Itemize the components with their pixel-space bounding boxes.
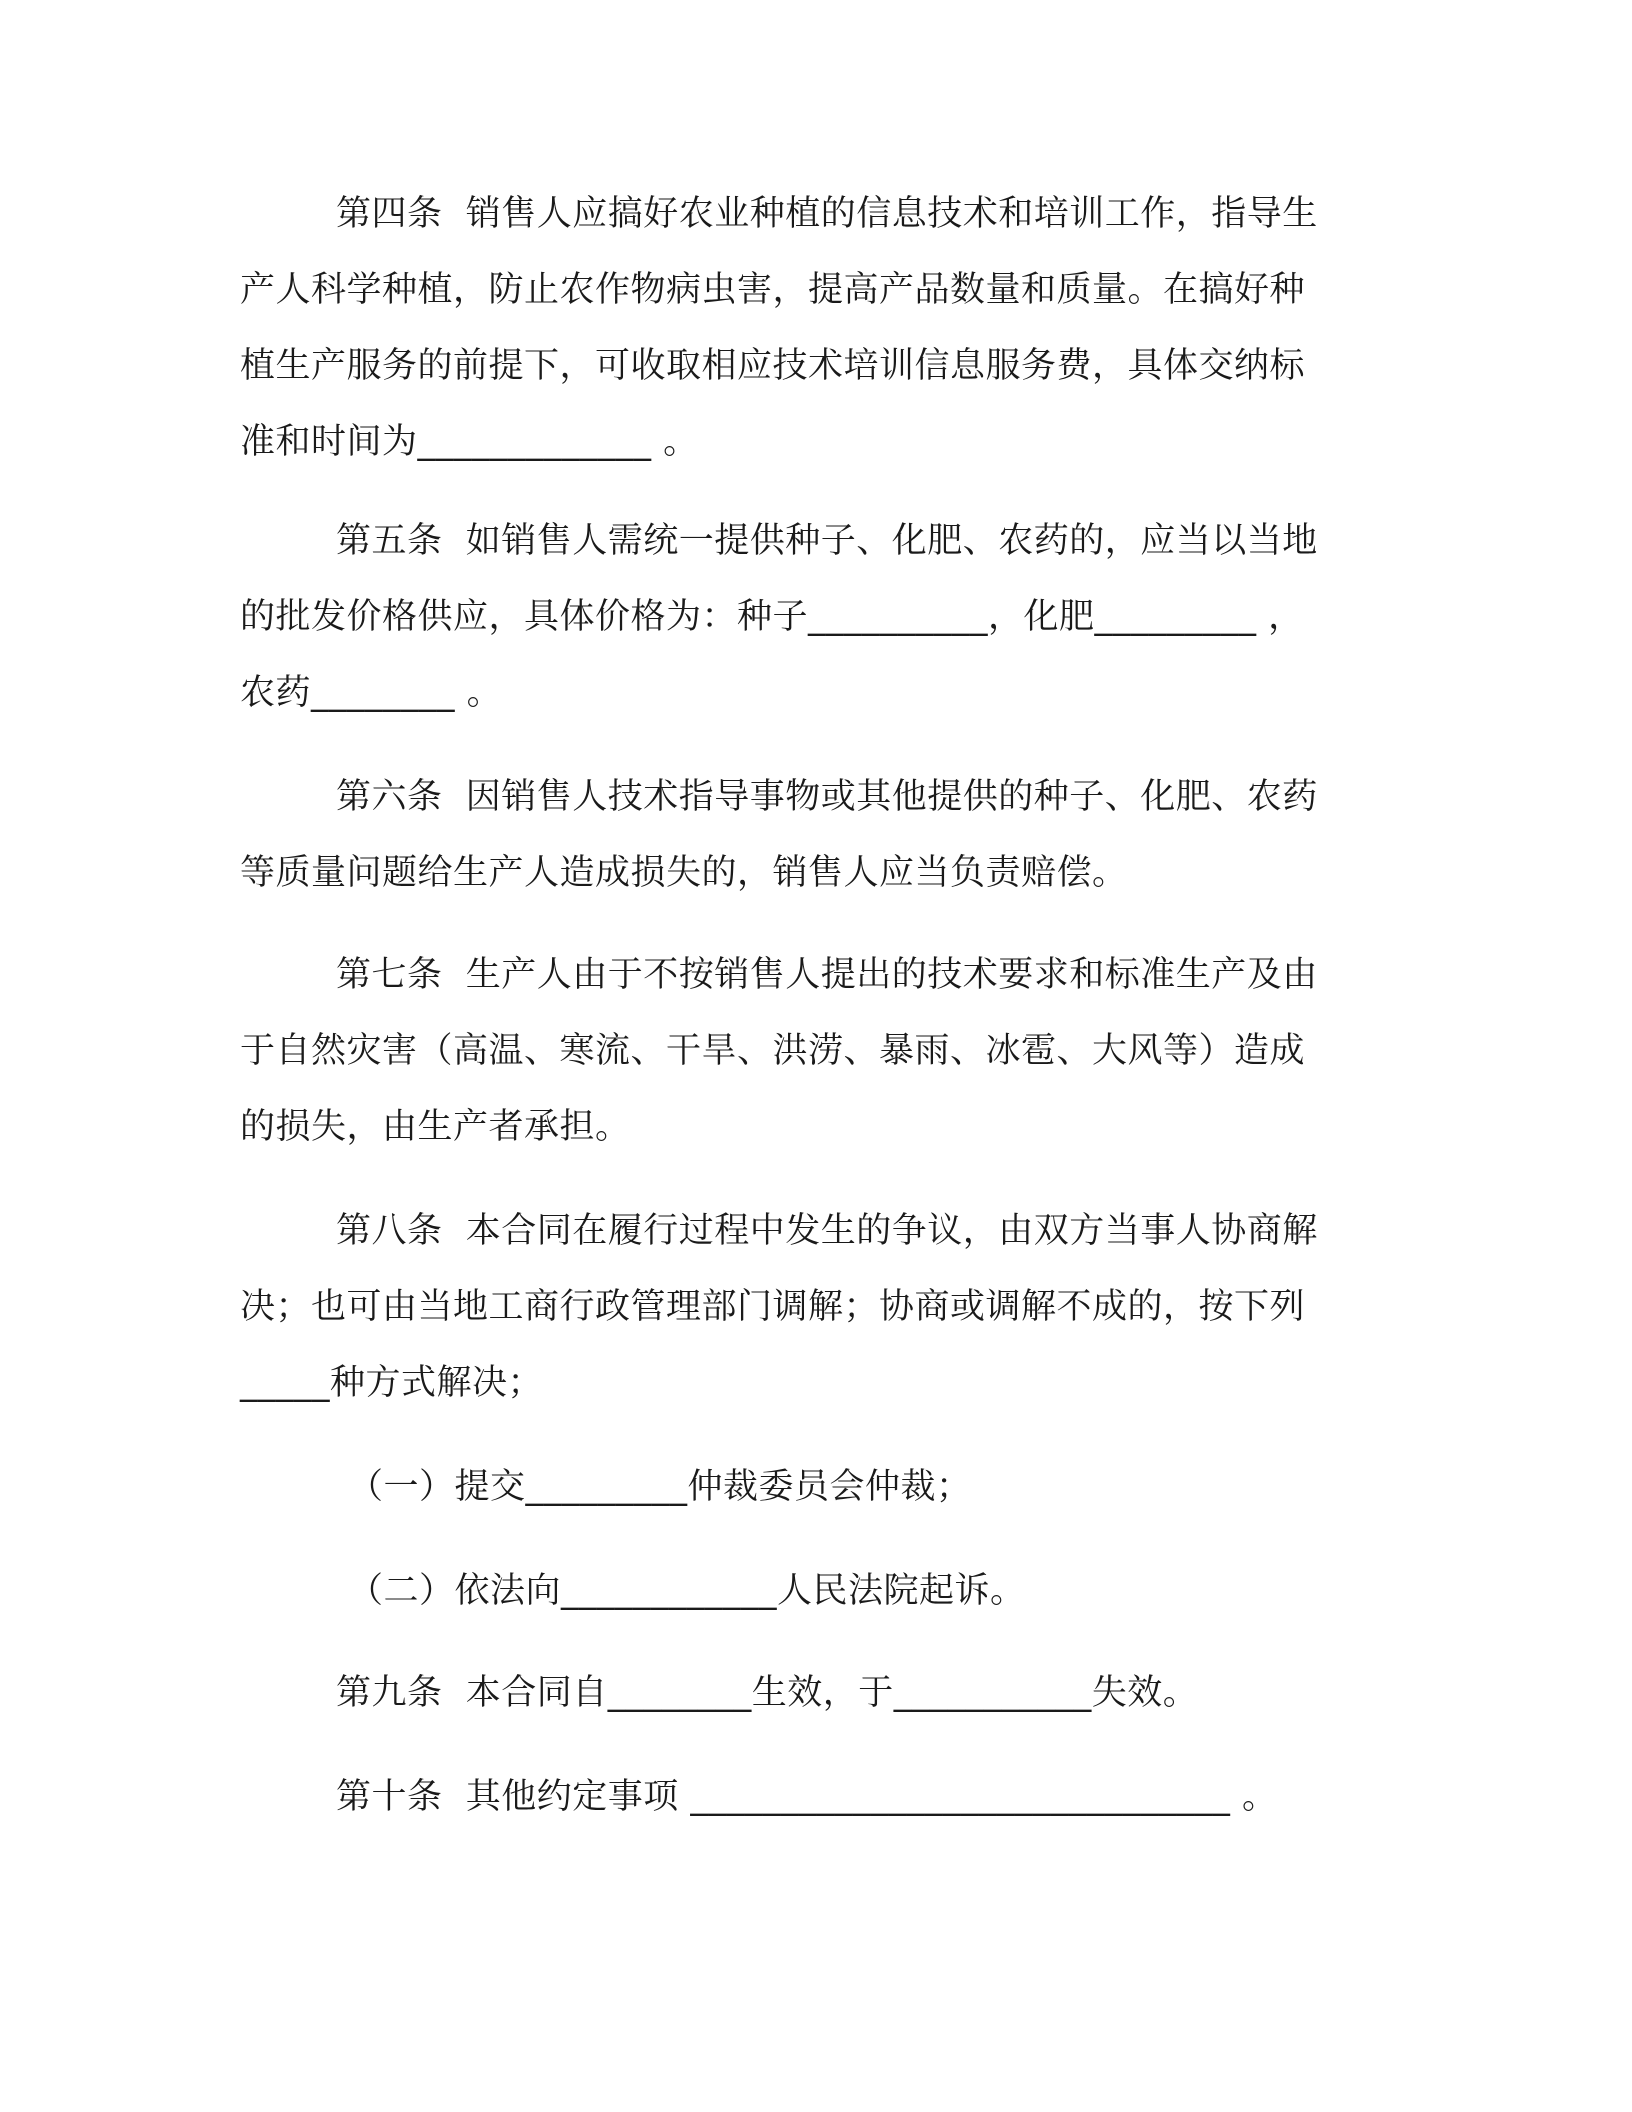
article-4-line-2: 产人科学种植，防止农作物病虫害，提高产品数量和质量。在搞好种 <box>240 270 1306 310</box>
article-4-line-1: 第四条 销售人应搞好农业种植的信息技术和培训工作，指导生 <box>336 194 1318 234</box>
article-8-line-2: 决；也可由当地工商行政管理部门调解；协商或调解不成的，按下列 <box>240 1287 1306 1327</box>
article-6-line-2: 等质量问题给生产人造成损失的，销售人应当负责赔偿。 <box>240 853 1128 893</box>
article-4-line-3: 植生产服务的前提下，可收取相应技术培训信息服务费，具体交纳标 <box>240 346 1306 386</box>
article-4-line-4: 准和时间为_____________ 。 <box>240 422 699 462</box>
article-5-line-3: 农药________ 。 <box>240 673 503 713</box>
article-8-line-1: 第八条 本合同在履行过程中发生的争议，由双方当事人协商解 <box>336 1211 1318 1251</box>
article-9-line-1: 第九条 本合同自________生效，于___________失效。 <box>336 1673 1199 1713</box>
article-7-line-2: 于自然灾害（高温、寒流、干旱、洪涝、暴雨、冰雹、大风等）造成 <box>240 1031 1306 1071</box>
article-10-line-1: 第十条 其他约定事项 ______________________________ 。 <box>336 1777 1278 1817</box>
article-8-option-1: （一）提交_________仲裁委员会仲裁； <box>348 1467 972 1507</box>
article-8-line-3: _____种方式解决； <box>240 1363 544 1403</box>
article-6-line-1: 第六条 因销售人技术指导事物或其他提供的种子、化肥、农药 <box>336 777 1318 817</box>
article-7-line-1: 第七条 生产人由于不按销售人提出的技术要求和标准生产及由 <box>336 955 1318 995</box>
article-5-line-1: 第五条 如销售人需统一提供种子、化肥、农药的，应当以当地 <box>336 521 1318 561</box>
article-7-line-3: 的损失，由生产者承担。 <box>240 1107 631 1147</box>
article-8-option-2: （二）依法向____________人民法院起诉。 <box>348 1571 1026 1611</box>
article-5-line-2: 的批发价格供应，具体价格为：种子__________，化肥_________ ， <box>240 597 1304 637</box>
